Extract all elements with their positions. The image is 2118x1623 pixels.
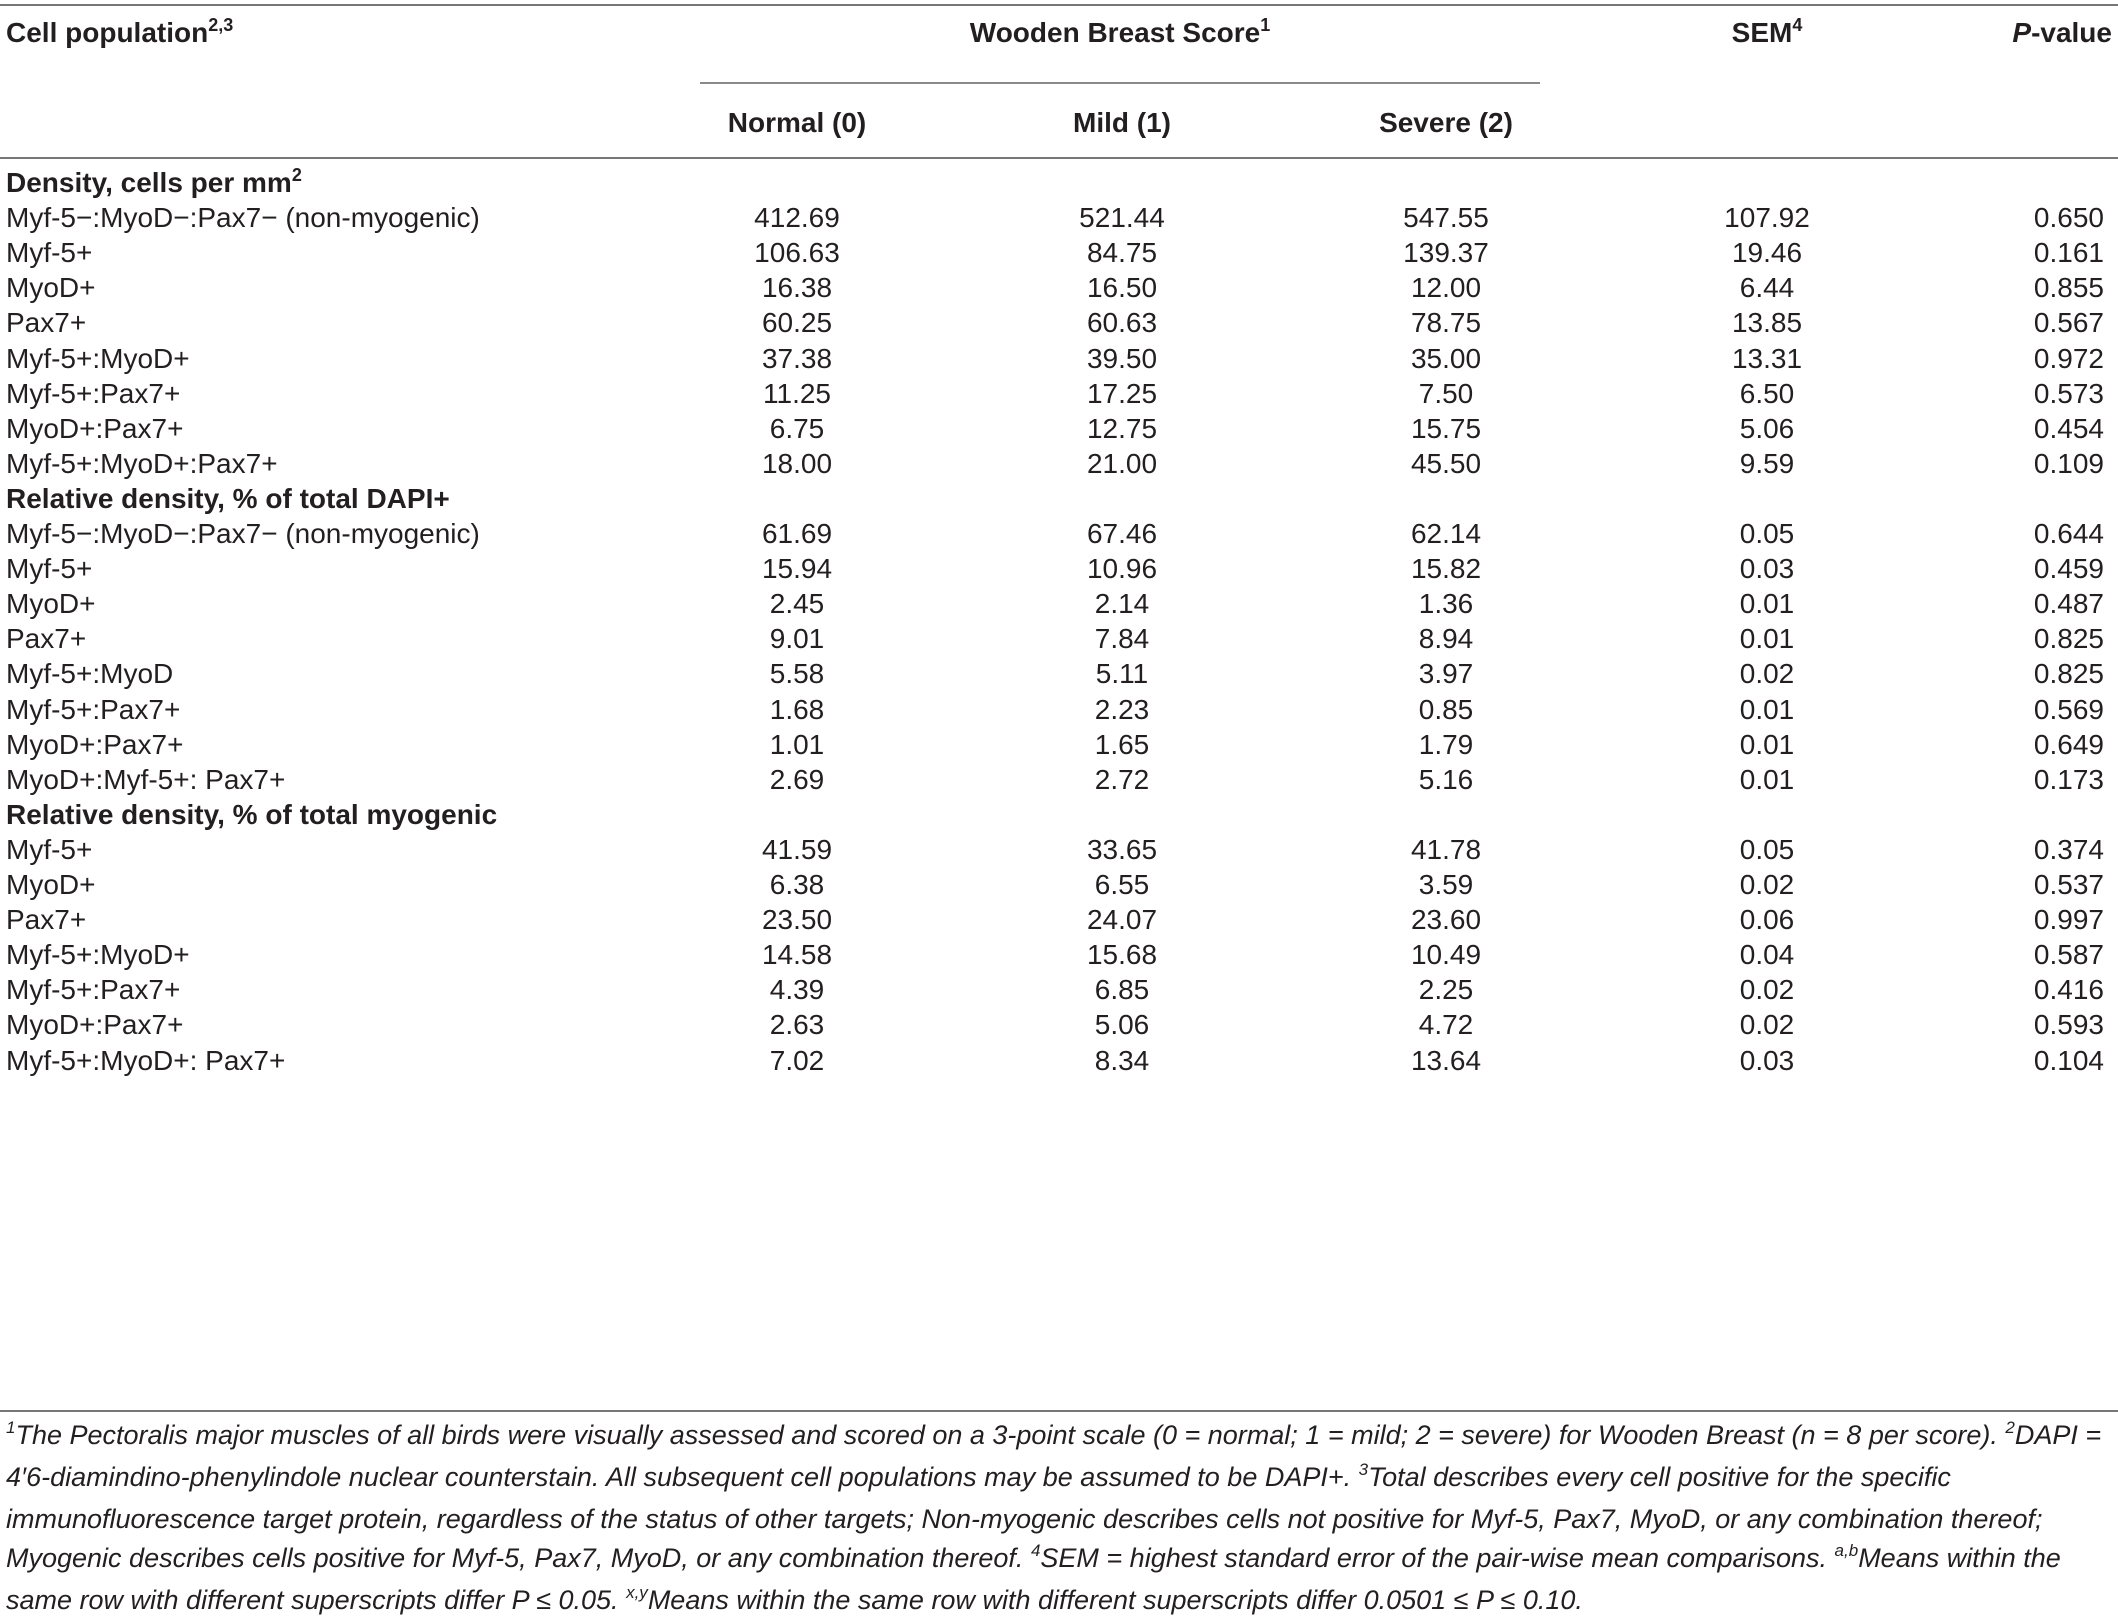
- row-label: Pax7+: [6, 623, 87, 655]
- cell-severe: 8.94: [1418, 623, 1474, 655]
- top-rule: [0, 4, 2118, 6]
- cell-severe: 35.00: [1410, 342, 1482, 374]
- cell-normal: 11.25: [763, 377, 831, 409]
- cell-mild: 67.46: [1086, 518, 1158, 549]
- cell-sem: 0.01: [1739, 728, 1795, 760]
- cell-severe: 139.37: [1403, 237, 1489, 269]
- cell-mild: 60.63: [1086, 307, 1158, 339]
- row-label: MyoD+:Pax7+: [6, 412, 184, 444]
- section-title-text: Relative density, % of total DAPI+: [6, 482, 450, 514]
- cell-sem: 5.06: [1739, 412, 1795, 444]
- cell-sem: 0.03: [1739, 553, 1795, 585]
- row-label: MyoD+: [6, 588, 96, 620]
- row-label: Myf-5+:MyoD+:Pax7+: [6, 447, 278, 479]
- cell-mild: 6.55: [1094, 869, 1150, 900]
- header-wooden-breast-score: [970, 16, 1270, 53]
- footnote-6-text: Means within the same row with different superscripts differ 0.0501 ≤ P ≤ 0.10.: [647, 1585, 1583, 1615]
- footnote-1-mark: 1: [6, 1418, 16, 1437]
- cell-normal: 1.68: [769, 693, 825, 725]
- cell-severe: 7.50: [1418, 377, 1474, 409]
- row-label: Myf-5−:MyoD−:Pax7− (non-myogenic): [6, 202, 480, 234]
- row-label: Pax7+: [6, 307, 87, 339]
- header-cell-population-sup: 2,3: [208, 15, 234, 35]
- cell-severe: 15.82: [1410, 553, 1482, 585]
- cell-sem: 0.02: [1739, 1009, 1795, 1041]
- cell-normal: 5.58: [769, 658, 825, 690]
- cell-sem: 0.05: [1739, 518, 1795, 549]
- bottom-rule: [0, 1410, 2118, 1412]
- cell-mild: 2.14: [1094, 588, 1150, 620]
- cell-normal: 15.94: [761, 553, 833, 585]
- cell-sem: 0.02: [1739, 658, 1795, 690]
- cell-sem: 0.03: [1739, 1044, 1795, 1076]
- cell-severe: 3.97: [1418, 658, 1474, 690]
- header-wooden-breast-sup: 1: [1260, 15, 1271, 35]
- footnote-3-text: Total describes every cell positive for the specific immunofluorescence target protein, regardless of the status of other targets; Non-myogenic describes cells not positive for Myf-5, Pax7, MyoD, or any combination thereof; Myogenic describes cells positive for Myf-5, Pax7, MyoD, or any combination thereof.: [6, 1462, 2043, 1573]
- cell-normal: 106.63: [754, 237, 840, 269]
- cell-mild: 17.25: [1086, 377, 1158, 409]
- cell-sem: 19.46: [1731, 237, 1803, 269]
- cell-mild: 21.00: [1086, 447, 1158, 479]
- cell-sem: 6.50: [1739, 377, 1795, 409]
- cell-normal: 16.38: [761, 272, 833, 304]
- cell-normal: 2.63: [769, 1009, 825, 1041]
- header-p-rest: -value: [2031, 17, 2112, 48]
- footnote-2-mark: 2: [2005, 1418, 2015, 1437]
- cell-p-value: 0.459: [2033, 553, 2104, 585]
- cell-normal: 61.69: [761, 518, 833, 549]
- cell-p-value: 0.855: [2033, 272, 2104, 304]
- row-label: Myf-5+:MyoD+: Pax7+: [6, 1044, 286, 1076]
- cell-sem: 0.02: [1739, 974, 1795, 1006]
- cell-normal: 23.50: [761, 904, 833, 936]
- cell-normal: 7.02: [769, 1044, 825, 1076]
- row-label: MyoD+:Myf-5+: Pax7+: [6, 763, 286, 795]
- header-normal: Normal (0): [727, 107, 867, 138]
- cell-severe: 10.49: [1410, 939, 1482, 971]
- cell-mild: 16.50: [1086, 272, 1158, 304]
- header-wooden-breast-label: Wooden Breast Score: [969, 17, 1261, 48]
- header-cell-population: [6, 16, 233, 53]
- cell-p-value: 0.109: [2033, 447, 2104, 479]
- cell-severe: 13.64: [1410, 1044, 1482, 1076]
- cell-normal: 60.25: [761, 307, 833, 339]
- cell-normal: 2.45: [769, 588, 825, 620]
- cell-sem: 0.01: [1739, 693, 1795, 725]
- footnote-3-mark: 3: [1358, 1460, 1369, 1479]
- cell-severe: 3.59: [1418, 869, 1474, 900]
- cell-sem: 0.01: [1739, 623, 1795, 655]
- row-label: Myf-5+:Pax7+: [6, 377, 181, 409]
- row-label: MyoD+:Pax7+: [6, 1009, 184, 1041]
- cell-p-value: 0.825: [2033, 623, 2104, 655]
- cell-p-value: 0.537: [2033, 869, 2104, 900]
- header-severe: Severe (2): [1379, 107, 1513, 138]
- cell-normal: 6.75: [769, 412, 825, 444]
- cell-p-value: 0.161: [2033, 237, 2104, 269]
- cell-p-value: 0.173: [2033, 763, 2104, 795]
- cell-mild: 12.75: [1086, 412, 1158, 444]
- cell-severe: 547.55: [1403, 202, 1489, 234]
- cell-mild: 6.85: [1094, 974, 1150, 1006]
- cell-p-value: 0.569: [2033, 693, 2104, 725]
- footnote-5-text: Means within the same row with different superscripts differ P ≤ 0.05.: [6, 1543, 2061, 1615]
- cell-p-value: 0.587: [2033, 939, 2104, 971]
- cell-sem: 0.06: [1739, 904, 1795, 936]
- cell-sem: 9.59: [1739, 447, 1795, 479]
- cell-sem: 0.01: [1739, 763, 1795, 795]
- cell-p-value: 0.825: [2033, 658, 2104, 690]
- footnote-5-mark: a,b: [1834, 1541, 1859, 1560]
- cell-mild: 2.23: [1094, 693, 1150, 725]
- cell-severe: 1.36: [1418, 588, 1474, 620]
- cell-p-value: 0.650: [2033, 202, 2104, 234]
- cell-mild: 84.75: [1086, 237, 1158, 269]
- row-label: Myf-5+: [6, 237, 93, 269]
- cell-severe: 23.60: [1410, 904, 1482, 936]
- footnotes: [6, 1416, 2114, 1623]
- header-cell-population-label: Cell population: [6, 17, 209, 48]
- footnote-4-text: SEM = highest standard error of the pair-wise mean comparisons.: [1040, 1543, 1835, 1573]
- header-p-italic: P: [2012, 17, 2032, 48]
- cell-mild: 5.06: [1094, 1009, 1150, 1041]
- row-label: Myf-5+: [6, 553, 93, 585]
- cell-normal: 4.39: [769, 974, 825, 1006]
- cell-sem: 0.02: [1739, 869, 1795, 900]
- cell-mild: 15.68: [1086, 939, 1158, 971]
- cell-mild: 521.44: [1079, 202, 1165, 234]
- footnote-1-text: The Pectoralis major muscles of all birds were visually assessed and scored on a 3-point scale (0 = normal; 1 = mild; 2 = severe) for Wooden Breast (n = 8 per score).: [15, 1420, 1998, 1450]
- cell-mild: 24.07: [1086, 904, 1158, 936]
- cell-p-value: 0.104: [2033, 1044, 2104, 1076]
- cell-normal: 6.38: [769, 869, 825, 900]
- cell-p-value: 0.374: [2033, 833, 2104, 865]
- footnote-4-mark: 4: [1030, 1541, 1041, 1560]
- cell-severe: 1.79: [1418, 728, 1474, 760]
- cell-sem: 0.04: [1739, 939, 1795, 971]
- cell-p-value: 0.416: [2033, 974, 2104, 1006]
- cell-severe: 45.50: [1410, 447, 1482, 479]
- section-title-text: Relative density, % of total myogenic: [6, 798, 498, 830]
- cell-severe: 15.75: [1410, 412, 1482, 444]
- cell-sem: 13.31: [1731, 342, 1803, 374]
- row-label: MyoD+:Pax7+: [6, 728, 184, 760]
- cell-sem: 0.01: [1739, 588, 1795, 620]
- cell-p-value: 0.644: [2033, 518, 2104, 549]
- cell-p-value: 0.487: [2033, 588, 2104, 620]
- cell-sem: 0.05: [1739, 833, 1795, 865]
- cell-normal: 41.59: [761, 833, 833, 865]
- cell-p-value: 0.972: [2033, 342, 2104, 374]
- cell-severe: 5.16: [1418, 763, 1474, 795]
- header-sem-label: SEM: [1731, 17, 1793, 48]
- cell-mild: 39.50: [1086, 342, 1158, 374]
- cell-normal: 14.58: [761, 939, 833, 971]
- cell-severe: 12.00: [1410, 272, 1482, 304]
- row-label: Myf-5+:Pax7+: [6, 693, 181, 725]
- header-sem-sup: 4: [1792, 15, 1803, 35]
- header-rule: [0, 157, 2118, 159]
- cell-normal: 412.69: [754, 202, 840, 234]
- header-sem: [1732, 16, 1803, 53]
- cell-p-value: 0.593: [2033, 1009, 2104, 1041]
- cell-normal: 1.01: [769, 728, 825, 760]
- cell-mild: 8.34: [1094, 1044, 1150, 1076]
- cell-severe: 0.85: [1418, 693, 1474, 725]
- cell-severe: 2.25: [1418, 974, 1474, 1006]
- row-label: Pax7+: [6, 904, 87, 936]
- cell-severe: 78.75: [1410, 307, 1482, 339]
- row-label: Myf-5+: [6, 833, 93, 865]
- row-label: Myf-5+:MyoD+: [6, 939, 190, 971]
- cell-p-value: 0.567: [2033, 307, 2104, 339]
- cell-severe: 4.72: [1418, 1009, 1474, 1041]
- row-label: MyoD+: [6, 869, 96, 900]
- cell-mild: 10.96: [1086, 553, 1158, 585]
- cell-mild: 2.72: [1094, 763, 1150, 795]
- section-title-sup: 2: [291, 165, 302, 185]
- cell-mild: 7.84: [1094, 623, 1150, 655]
- cell-normal: 18.00: [761, 447, 833, 479]
- cell-normal: 2.69: [769, 763, 825, 795]
- cell-mild: 5.11: [1095, 658, 1149, 690]
- row-label: Myf-5+:MyoD: [6, 658, 174, 690]
- header-p-value: [2012, 16, 2112, 50]
- footnote-2-text: DAPI = 4′6-diamindino-phenylindole nuclear counterstain. All subsequent cell populations may be assumed to be DAPI+.: [6, 1420, 2102, 1492]
- cell-p-value: 0.649: [2033, 728, 2104, 760]
- group-underline: [700, 82, 1540, 84]
- row-label: Myf-5+:Pax7+: [6, 974, 181, 1006]
- cell-normal: 9.01: [769, 623, 825, 655]
- header-mild: Mild (1): [1073, 107, 1171, 138]
- table-row: [0, 1038, 2118, 1086]
- row-label: MyoD+: [6, 272, 96, 304]
- cell-severe: 62.14: [1410, 518, 1482, 549]
- footnote-6-mark: x,y: [626, 1583, 648, 1602]
- cell-normal: 37.38: [761, 342, 833, 374]
- cell-sem: 6.44: [1739, 272, 1795, 304]
- cell-mild: 33.65: [1086, 833, 1158, 865]
- row-label: Myf-5+:MyoD+: [6, 342, 190, 374]
- cell-sem: 13.85: [1731, 307, 1803, 339]
- cell-mild: 1.65: [1094, 728, 1150, 760]
- cell-p-value: 0.997: [2033, 904, 2104, 936]
- cell-severe: 41.78: [1410, 833, 1482, 865]
- cell-p-value: 0.573: [2033, 377, 2104, 409]
- cell-sem: 107.92: [1724, 202, 1810, 234]
- section-title-text: Density, cells per mm: [6, 167, 292, 198]
- cell-p-value: 0.454: [2033, 412, 2104, 444]
- row-label: Myf-5−:MyoD−:Pax7− (non-myogenic): [6, 518, 480, 549]
